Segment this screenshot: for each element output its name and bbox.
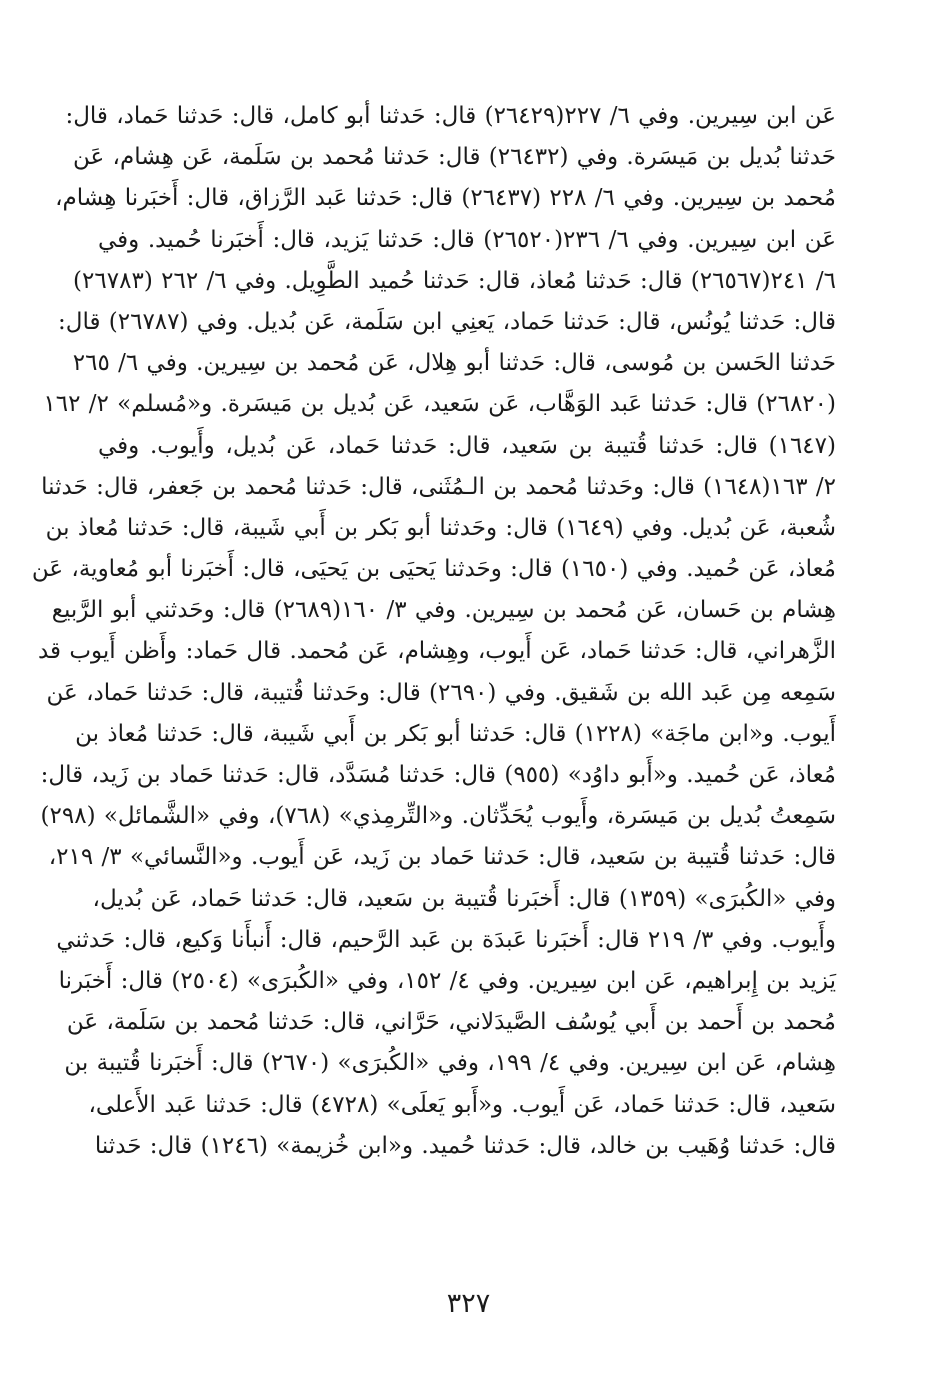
text-line: هِشام، عَن ابن سِيرين. وفي ٤/ ١٩٩، وفي «الكُبرَى» (٢٦٧٠) قال: أَخبَرنا قُتيبة بن: [64, 1050, 836, 1077]
text-line: حَدثنا الحَسن بن مُوسى، قال: حَدثنا أبو هِلال، عَن مُحمد بن سِيرين. وفي ٦/ ٢٦٥: [72, 350, 836, 377]
text-line: قال: حَدثنا يُونُس، قال: حَدثنا حَماد، يَعنِي ابن سَلَمة، عَن بُديل. وفي (٢٦٧٨٧) قال:: [57, 308, 836, 335]
body-text: [31, 96, 837, 1167]
text-line: حَدثنا بُديل بن مَيسَرة. وفي (٢٦٤٣٢) قال: حَدثنا مُحمد بن سَلَمة، عَن هِشام، عَن: [73, 144, 836, 171]
text-line: سَمِعه مِن عَبد الله بن شَقيق. وفي (٢٦٩٠) قال: وحَدثنا قُتيبة، قال: حَدثنا حَماد، عَن: [46, 679, 836, 706]
text-line: ٢/ ١٦٣(١٦٤٨) قال: وحَدثنا مُحمد بن الـمُثَنى، قال: حَدثنا مُحمد بن جَعفر، قال: حَدثنا: [41, 473, 836, 500]
text-line: (٢٦٨٢٠) قال: حَدثنا عَبد الوَهَّاب، عَن سَعيد، عَن بُديل بن مَيسَرة. و«مُسلم» ٢/ ١٦٢: [43, 391, 836, 418]
text-line: عَن ابن سِيرين. وفي ٦/ ٢٣٦(٢٦٥٢٠) قال: حَدثنا يَزيد، قال: أَخبَرنا حُميد. وفي: [98, 226, 837, 253]
text-line: مُحمد بن سِيرين. وفي ٦/ ٢٢٨ (٢٦٤٣٧) قال: حَدثنا عَبد الرَّزاق، قال: أَخبَرنا هِشام،: [55, 185, 836, 212]
text-line: سَعيد، قال: حَدثنا حَماد، عَن أَيوب. و«أَبو يَعلَى» (٤٧٢٨) قال: حَدثنا عَبد الأَعلى،: [88, 1091, 836, 1118]
text-line: شُعبة، عَن بُديل. وفي (١٦٤٩) قال: وحَدثنا أبو بَكر بن أَبي شَيبة، قال: حَدثنا مُعاذ بن: [45, 514, 836, 541]
text-line: ٦/ ٢٤١(٢٦٥٦٧) قال: حَدثنا مُعاذ، قال: حَدثنا حُميد الطَّوِيل. وفي ٦/ ٢٦٢ (٢٦٧٨٣): [73, 267, 836, 294]
page-number: ٣٢٧: [446, 1288, 491, 1319]
text-line: مُحمد بن أَحمد بن أَبي يُوسُف الصَّيدَلاني، حَرَّاني، قال: حَدثنا مُحمد بن سَلَمة، عَن: [66, 1009, 836, 1036]
text-line: أَيوب. و«ابن ماجَة» (١٢٢٨) قال: حَدثنا أبو بَكر بن أَبي شَيبة، قال: حَدثنا مُعاذ بن: [75, 720, 836, 747]
text-line: قال: حَدثنا وُهَيب بن خالد، قال: حَدثنا حُميد. و«ابن خُزيمة» (١٢٤٦) قال: حَدثنا: [94, 1132, 836, 1159]
text-line: قال: حَدثنا قُتيبة بن سَعيد، قال: حَدثنا حَماد بن زَيد، عَن أَيوب. و«النَّسائي» ٣/ ٢١٩،: [48, 844, 836, 871]
text-line: يَزيد بن إِبراهيم، عَن ابن سِيرين. وفي ٤/ ١٥٢، وفي «الكُبرَى» (٢٥٠٤) قال: أَخبَرنا: [58, 967, 836, 994]
text-line: (١٦٤٧) قال: حَدثنا قُتيبة بن سَعيد، قال: حَدثنا حَماد، عَن بُديل، وأَيوب. وفي: [98, 432, 836, 459]
text-line: هِشام بن حَسان، عَن مُحمد بن سِيرين. وفي ٣/ ١٦٠(٢٦٨٩) قال: وحَدثني أبو الرَّبيع: [51, 597, 836, 624]
text-line: وفي «الكُبرَى» (١٣٥٩) قال: أَخبَرنا قُتيبة بن سَعيد، قال: حَدثنا حَماد، عَن بُديل،: [92, 885, 836, 912]
text-line: عَن ابن سِيرين. وفي ٦/ ٢٢٧(٢٦٤٢٩) قال: حَدثنا أبو كامل، قال: حَدثنا حَماد، قال:: [65, 103, 836, 129]
text-line: مُعاذ، عَن حُميد. و«أَبو داوُد» (٩٥٥) قال: حَدثنا مُسَدَّد، قال: حَدثنا حَماد بن زَيد، قال:: [40, 762, 836, 788]
text-line: الزَّهراني، قال: حَدثنا حَماد، عَن أَيوب، وهِشام، عَن مُحمد. قال حَماد: وأَظن أَيوب قد: [37, 638, 836, 665]
text-line: مُعاذ، عَن حُميد. وفي (١٦٥٠) قال: وحَدثنا يَحيَى بن يَحيَى، قال: أَخبَرنا أبو مُعاوية، عَن: [31, 556, 836, 583]
text-line: سَمِعتُ بُديل بن مَيسَرة، وأَيوب يُحَدِّثان. و«التِّرمِذي» (٧٦٨)، وفي «الشَّمائل» (٢٩٨): [40, 803, 836, 830]
text-line: وأَيوب. وفي ٣/ ٢١٩ قال: أَخبَرنا عَبدَة بن عَبد الرَّحيم، قال: أَنبأَنا وَكيع، قال: حَدثني: [56, 926, 836, 953]
